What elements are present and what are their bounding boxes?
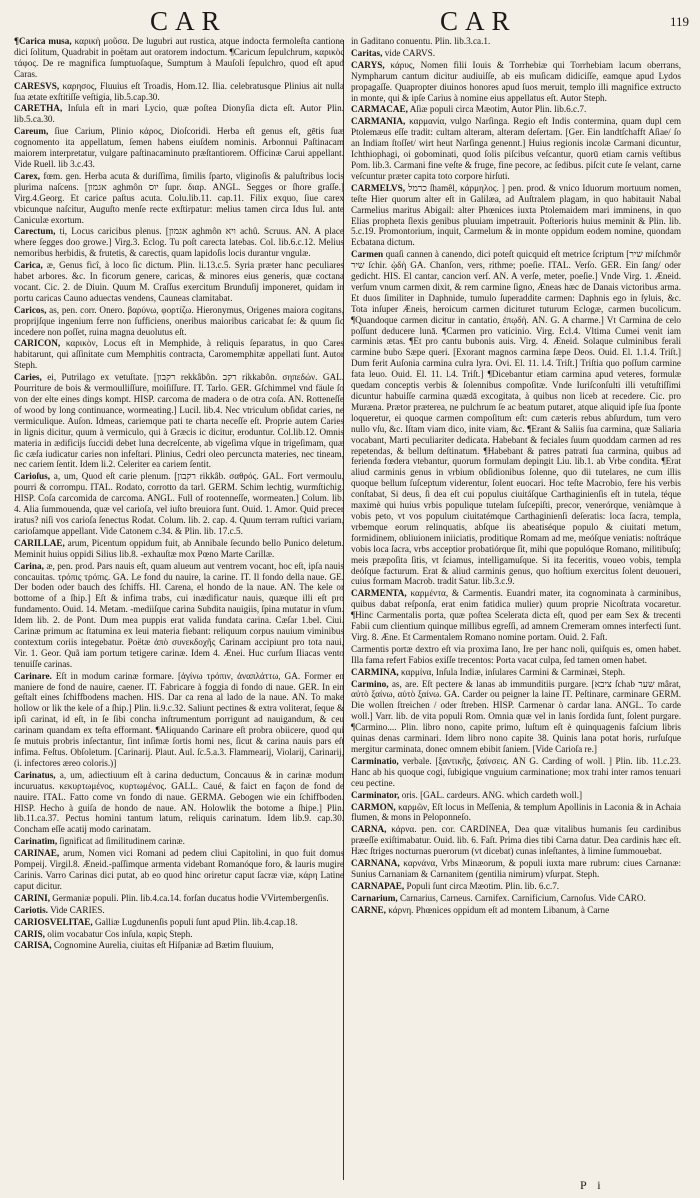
entry-headword: CARMON, — [351, 801, 396, 812]
entry-text: Carmentis portæ dextro eſt via proxima Iano, Ire per hanc noli, quiſquis es, omen habet. Illa fama refert Fabios exiſſe trecentos: Porta vacat culpa, ſed tamen omen habet. — [351, 643, 681, 665]
entry-headword: CARETHA, — [14, 103, 63, 114]
entry-text: ti, Locus caricibus plenus. [אגמון aghmôn ויא achû. Scruus. AN. A place where ſegges doo growe.] Virg.3. Eclog. Tu poſt carecta latebas. Col. lib.6.c.12. Melius nemoribus herbidis, & frutetis, & carectis, quam lapidoſis locis durantur vngulæ. — [14, 226, 344, 259]
dictionary-entry — [351, 183, 681, 248]
dictionary-entry — [351, 881, 681, 892]
entry-headword: Carina, — [14, 560, 44, 571]
entry-text: in Gaditano conuentu. Plin. lib.3.ca.1. — [351, 36, 491, 46]
dictionary-entry — [351, 679, 681, 755]
entry-headword: CARNE, — [351, 904, 386, 915]
dictionary-entry — [14, 305, 344, 338]
entry-text: æ, Genus ficî, à loco ſic dictum. Plin. li.13.c.5. Syria præter hanc peculiares habet arbores. &c. In ficorum genere, caricas, & minores eius generis, quæ coctana vocant. Cic. 2. de Diuin. Quum M. Craſſus exercitum Brunduſij imponeret, quidam in portu caricas Cauno aduectas vendens, Cauneas clamitabat. — [14, 260, 344, 303]
dictionary-entry — [351, 802, 681, 824]
entry-text: Populi ſunt circa Mæotim. Plin. lib. 6.c.7. — [404, 880, 560, 891]
entry-headword: CARNA, — [351, 824, 387, 835]
entry-headword: CARINI, — [14, 892, 50, 903]
dictionary-entry — [351, 858, 681, 880]
dictionary-entry — [351, 36, 681, 47]
dictionary-entry — [351, 588, 681, 643]
entry-headword: Carectum, — [14, 226, 56, 237]
dictionary-entry — [14, 905, 344, 916]
dictionary-entry — [14, 103, 344, 125]
entry-text: olim vocabatur Cos inſula, καρὶς Steph. — [44, 928, 193, 939]
entry-headword: Caricos, — [14, 304, 47, 315]
dictionary-entry — [14, 848, 344, 892]
entry-headword: CARISA, — [14, 940, 52, 951]
entry-text: quaſi cannen à canendo, dici poteſt quicquid eſt metrice ſcriptum [שיר miſchmôr שיר ſchir. ᾠδὴ GA. Chanſon, vers, rithme; poeſie. ITAL. Verſo. GER. Ein ſang/ oder gedicht. HIS. El cantar, cancion verſ. AN. A verſe, meter, poeſie.] Vnde Virg. 1. Æneid. verſum vnum carmen dixit, & rem carmine ſigno, Æneas hæc de Danais victoribus arma. Et duos ſimiliter in Daphnide, tumulo ſuperaddite carmen: Daphnis ego in ſyluis, &c. Tota inſuper Æneis, heroicum carmen dicituret tuturum Eclogæ, carmen bucolicum. ¶Quandoque carmen dicitur in cantatio, ἐπῳδὴ. AN. G. A charme.] Vt Carmina de celo poſſunt deducere lunā. ¶Carmen pro vaticinio. Virg. Ecl.4. Vltima Cumei venit iam carminis ætas. ¶Et pro cantu bubonis auis. Virg. 4. Æneid. Solaque culminibus ferali carmine bubo Sæpe queri. [Exorant magnos carmina ſæpe Deos. Ouid. El. 1.1.4. Triſt.] Dum ferit Auſonia carmina culra lyra. Ovi. El. 11. l.4. Triſt.] Triſtia quo poſſum carmine fata leuo. Ouid. El. 11. l.4. Triſt.] ¶Dicebantur etiam carmina apud veteres, formulæ quedam conceptis verbis & ſolennibus compoſitæ. Vnde Iuriſconſulti illi vetuſtiſſimi dicuntur habuiſſe carmina quædā excogitata, à quibus non liceb at recedere. Cic. pro Muræna. Prætor præterea, ne pulchrum ſe ac beatum putaret, atque aliquid ipſe ſua ſponte loqueretur, ei quoque carmen compoſitum eſt: cum cæteris rebus abſurdum, tum vero nullo vſu, &c. Iſtam viam dico, inite viam, &c. ¶Erant & Saliis ſua carmina, quæ Saliaria vocabant, Marti peculiariter dedicata. Habebant & feciales ſuum quoddam carmen ad res repetendas, & bellum deſtinatum. ¶Habebant & patres patrati ſua carmina, quibus ad ferienda fœdera vtebantur, quorum formulam depingit Liu. lib.1. ab Vrbe condita. ¶Erat aliud carminis genus in vrbium obſidionibus ſolenne, quo dii tutelares, ne cum illis quoque bellum ſuſceptum viderentur, ſolent euocari. Hoc teſte Macrobio, fere his verbis conſtabat, Si deus, ſi dea eſt cui populus ciuitáſque Carthaginienſis eſt in tutela, téque maximè qui huius vrbis populique tutelam ſuſcepiſti, precor, venerórque, veniàmque à vobis peto, vt vos populum ciuitatémque Carthaginienſi deſeratis: loca ſacra, templa, vrbemque eorum relinquatis, abſque iis abeatiséque populo & ciuitati metum, formidinem, obliuionem iniiciatis, proditique Romam ad me, meóſque veniatis: noſtráque vobis loca ſacra, vrbs acceptior probatiórque ſit, mihi que populóque Romano, militibuſq; meis præpoſita ſitis, vt ſciamus, intelligamuſque. Si ita feceritis, voueo vobis, templa deóſque facturum. Erat & aliud carminis genus, quo hoſtium exercitus ſolent deuoueri, cuius formam Macrob. tradit Satur. lib.3.c.9. — [351, 249, 681, 587]
entry-text: Cognomine Aurelia, ciuitas eſt Hiſpaniæ ad Bætim fluuium, — [51, 940, 274, 951]
entry-text: καρμῶν, Eſt locus in Meſſenia, & templum Apollinis in Laconia & in Achaia flumen, & mons in Peloponneſo. — [351, 801, 681, 823]
entry-text: καρμανία, vulgo Narſinga. Regio eſt Indis contermina, quam dupl cem Ptolemæus eſſe tradit: cultam alteram, alteram deſertam. [Ger. Ein landtſchafft Aſiae/ ſo an Indiam ſtoſſet/ wirt heut Narſinga genennt.] Huius regionis incolæ Carmani dicuntur, Ichthiophagi, oi gobominati, quod ſolis piſcibus veſcantur, quorū etiam carnis veſtibus Pom. lib.3. Carmani fine veſte & fruge, fine pecore, ac ſedibus. piſcit cute ſe velant, carne veſcuntur præter capita toto corpore hirſuti. — [351, 116, 681, 181]
running-head-right: CAR — [440, 6, 517, 36]
entry-headword: CARMANIA, — [351, 116, 406, 127]
entry-text: Galliæ Lugdunenſis populi ſunt apud Plin. lib.4.cap.18. — [92, 916, 298, 927]
entry-headword: Carminatio, — [351, 755, 399, 766]
entry-text: Inſula eſt in mari Lycio, quæ poſtea Dionyſia dicta eſt. Autor Plin. lib.5.ca.30. — [14, 103, 344, 125]
entry-text: a, um, adiectiuum eſt à carina deductum, Concauus & in carinæ modum incuruatus. κεκυρτωμένος, κυρτωμένος. GALL. Caué, & faict en façon de fond de nauire. ITAL. Fatto come vn fondo di naue. GERMA. Gebogen wie ein ſchiffboden. HISP. Hecho à guiſa de hondo de naue. AN. Holowlik the botome a ſhipe.] Plin. lib.11.ca.37. Pectus homini tantum latum, reliquis carinatum. Idem lib.9. cap.30. Concham eſſe acatij modo carinatam. — [14, 769, 344, 835]
dictionary-entry — [351, 116, 681, 181]
dictionary-entry — [351, 644, 681, 666]
entry-text: as, pen. corr. Onero. βαρύνω, φορτίζω. Hieronymus, Origenes maiora cogitans, proprijſque ingenium ferre non ſufficiens, oneribus maioribus caricabat ſe: & quum ſic incedere non poſſet, ruina magna deuolutus eſt. — [14, 304, 344, 337]
entry-text: vide CARVS. — [382, 47, 435, 58]
dictionary-entry — [14, 171, 344, 226]
dictionary-entry — [14, 471, 344, 536]
entry-headword: CARNAPAE, — [351, 880, 405, 891]
entry-text: Eſt in modum carinæ formare. [ἀγίνω τρόπιν, ἀναπλάττω, GA. Former en maniere de fond de nauire, caener. IT. Fabricare à foggia di fondo di naue. GER. In ein geſtalt eines ſchiffbodens machen. HIS. Dar ca rena al lado de la naue. AN. To make hollow or lik the kele of a ſhip.] Plin. li.9.c.32. Saliunt pectines & extra voliterat, ſeque & ipſi carinat, id eſt, in ſe ſibi concha inſtrumentum porrigunt ad nauigandum, & ceu carinam quandam ex teſta efformant. ¶Aliquando Carinare eſt probra obiicere, quod qui ſe mutuis probris inſectantur, ſint inſimæ ſortis homi nes, ſicut & carina nauis pars eſt infima. Feſtus. Obſoletum. [Carinarij. Plaut. Aul. ſc.5.a.3. Flammearij, Violarij, Carinarij, (i. infectores æreo coloris.)] — [14, 670, 344, 768]
entry-headword: CARINAE, — [14, 848, 60, 859]
dictionary-entry — [351, 48, 681, 59]
signature-mark: P i — [580, 1178, 605, 1192]
entry-headword: CARNANA, — [351, 858, 400, 869]
entry-headword: Carex, — [14, 170, 41, 181]
dictionary-entry — [14, 893, 344, 904]
entry-headword: Carnarium, — [351, 892, 398, 903]
entry-text: ſiue Carium, Plinio κάρος, Dioſcoridi. Herba eſt genus eſt, gētis ſuæ cognomento ita appellatum, ſemen habens eiuſdem nominis. Arbonnui Paſtinacam maiorem interpretatur, vulgare paſtinacaminuto præſtantiorem. Officinæ Carui appellant. Vide Ruell. lib 3.c.43. — [14, 126, 344, 169]
dictionary-entry — [351, 104, 681, 115]
left-column — [14, 36, 344, 1191]
dictionary-entry — [351, 60, 681, 104]
entry-text: κάρνα. pen. cor. CARDINEA, Dea quæ vitalibus humanis ſeu cardinibus præeſſe exiſtimabatur. Ouid. lib. 6. Faſt. Prima dies tibi Carna datur. Dea cardinis hæc eſt. Hæc ſtriges nocturnas puerorum (vt dicebat) cunas inſeſtantes, à limine ſummouebat. — [351, 824, 681, 857]
entry-text: κάρυς, Nomen filii Iouis & Torrhebiæ qui Torrhebiam lacum oberrans, Nympharum cantum dicitur audiuiſſe, ab eis muſicam didiciſſe, eamque apud Lydos propagaſſe. Quapropter diuinos honores apud ſuos meruit, templo illi magnifice extructo in monte, qui & ipſe Carius à nomine eius appellatus eſt. Autor Steph. — [351, 59, 681, 103]
dictionary-entry — [351, 790, 681, 801]
entry-text: ſignificat ad ſimilitudinem carinæ. — [57, 836, 185, 847]
entry-headword: CARMINA, — [351, 666, 399, 677]
dictionary-entry — [14, 940, 344, 951]
dictionary-entry — [14, 126, 344, 170]
entry-headword: CARILLAE, — [14, 537, 65, 548]
dictionary-entry — [351, 249, 681, 587]
entry-text: as, are. Eſt pectere & lanas ab immunditiis purgare. [ציבא ſchab שער mârat, αὐτὸ ξαίνω, αὐτὸ ξαίνω. GA. Carder ou peigner la laine IT. Peſtinare, carminare GERM. Die wollen ſtreichen / oder ſtreben. HISP. Carmenar ò cardar lana. ANGL. To carde woll.] Varr. lib. de vita populi Rom. Omnia quæ vel in lanis ſordida ſunt, ſolent purgare. ¶Carmino.... Plin. libro nono, capite primo, luſtum eſt è quinquagenis faſcium libris quinas denas carminari. Idem libro nono capite 38. Quinis lana potat horis, rurſuſque mergitur carminata, donec omnem ebibit ſaniem. [Vide Carioſa re.] — [351, 678, 681, 754]
entry-text: κάρνη. Phœnices oppidum eſt ad montem Libanum, à Carne — [385, 904, 610, 915]
entry-text: oris. [GAL. cardeurs. ANG. which cardeth woll.] — [399, 789, 583, 800]
dictionary-entry — [14, 36, 344, 80]
page-header — [0, 4, 700, 38]
entry-headword: CARIOSVELITAE, — [14, 916, 93, 927]
entry-text: arum, Picentum oppidum fuit, ab Annibale ſecundo bello Punico deletum. Meminit huius oppidi Silius lib.8. -exhauſtæ mox Pœno Marte Carillæ. — [14, 537, 344, 559]
entry-headword: CARMENTA, — [351, 588, 407, 599]
entry-headword: Cariotis. — [14, 904, 48, 915]
entry-headword: CARIS, — [14, 928, 45, 939]
entry-headword: Carmino, — [351, 678, 389, 689]
entry-text: καρνάνα, Vrbs Minæorum, & populi iuxta mare rubrum: ciues Carnanæ: Sunius Carnaniam & Carnanitem (gentilia nimirum) vſurpat. Steph. — [351, 858, 681, 879]
entry-headword: Caritas, — [351, 47, 383, 58]
entry-text: æ, pen. prod. Pars nauis eſt, quam alueum aut ventrem vocant, hoc eſt, ipſa nauis concauitas. τρόπις τρόπις. GA. Le fond du nauire, la carine. IT. Il fondo della naue. GE. Der boden oder bauch des ſchiffs. HI. Carena, el hondo de la naue. AN. The kele or bottome of a ſhip.] Eſt & infima trabs, cui inædificatur nauis, quæque illi eſt pro fundamento. Ouid. 14. Metam. -mediiſque carina Subdita nauigiis, ſpina mutatur in vſum. Idem lib. 2. de Pont. Dum mea puppis erat valida fundata carina. Cæſar 1.bel. Ciui. Carinæ primum ac ſtatumina ex leui materia fiebant: reliquum corpus nauium viminibus contextum coriis integebatur. Poëtæ ἀπὸ συνεκδοχῆς Carinam accipiunt pro tota naui, Vir. 1. Geor. Quã iam portum tetigere carinæ. Idem 4. Ænei. Huc curſum Iliacas vento tenuiſſe carinas. — [14, 560, 344, 669]
dictionary-entry — [351, 667, 681, 678]
entry-text: verbale. [ξαντικῆς, ξαίνσεις. AN G. Carding of woll. ] Plin. lib. 11.c.23. Hanc ab his quoque cogi, ſubigique vnguium carminatione; mox trahi inter ramos tenuari ceu pectine. — [351, 755, 681, 788]
entry-headword: Carinare. — [14, 670, 52, 681]
dictionary-entry — [14, 929, 344, 940]
entry-text: καρικὴ μοῦσα. De lugubri aut rustica, atque indocta fermoleſta cantione dici ſolitum, Quadrabit in poëtam aut oratorem indoctum. ¶Caricum ſepulchrum, καρικὸς τάφος. De re magnifica ſumptuoſaque, Sumptum à Mauſoli ſepulchro, quod eſt apud Caras. — [14, 36, 344, 79]
right-column — [351, 36, 681, 1191]
dictionary-entry — [14, 836, 344, 847]
dictionary-entry — [14, 338, 344, 371]
dictionary-entry — [14, 561, 344, 670]
dictionary-entry — [14, 917, 344, 928]
page-number: 119 — [670, 14, 690, 29]
entry-headword: CARESVS, — [14, 80, 60, 91]
entry-headword: Carinatus, — [14, 769, 56, 780]
entry-text: Carnarius, Carneus. Carnifex. Carnificium, Carnoſus. Vide CARO. — [397, 892, 646, 903]
dictionary-entry — [14, 81, 344, 103]
dictionary-entry — [14, 671, 344, 769]
entry-headword: Carioſus, — [14, 471, 50, 482]
dictionary-entry — [351, 756, 681, 789]
dictionary-entry — [351, 824, 681, 857]
entry-headword: Carinatim, — [14, 836, 58, 847]
entry-headword: ¶Carica musa, — [14, 36, 72, 46]
dictionary-entry — [351, 905, 681, 916]
entry-text: Vide CARIES. — [47, 904, 105, 915]
entry-text: a, um, Quod eſt carie plenum. [רקבון rikkâb. σαθρός. GAL. Fort vermoulu, pourri & corrompu. ITAL. Rodato, corrotto da tarl. GERM. Schim lechtig, wurmſtichig. HISP. Coſa carcomida de carcoma. ANGL. Full of rootenneſſe, wormeaten.] Colum. lib. 4. Alia ſummouenda, quæ vel carioſa, vel iuſto breuiora ſunt. Ouid. 1. Amor. Quid precer iratus? niſi vos carioſa ſenectus Rodat. Colum. lib. 2. cap. 4. Quum terram ruſtici variam, carioſamque appellant. Vide Catonem c.34. & Plin. lib. 17.c.5. — [14, 471, 344, 536]
entry-text: καρμέντα, & Carmentis. Euandri mater, ita cognominata à carminibus, quibus dabat reſponſa, erat enim fatidica mulier) quum proprie Nicoſtrata vocaretur. ¶Hinc Carmentalis porta, quæ poſtea Scelerata dicta eſt, quod per eam Sex & trecenti Fabii cum clientium quinque millibus egreſſi, ad amnem Cremeram omnes interfecti ſunt. Virg. 8. Æne. Et Carmentalem Romano nomine portam. Ouid. 2. Faſt. — [351, 588, 681, 642]
entry-headword: Carminator, — [351, 789, 400, 800]
entry-headword: CARMACAE, — [351, 104, 408, 115]
entry-headword: Carica, — [14, 260, 43, 271]
entry-headword: Caries, — [14, 372, 42, 383]
entry-text: ei, Putrilago ex vetuſtate. [רקבון rekkâbôn. רקב rikkabôn. σηπεδών. GAL. Pourriture de bois & vermoulliſſure, moiſiſſure. IT. Tarlo. GER. Gſchimmel vnd fäule ſo von der elte eines dings kompt. HISP. carcoma de madera o de otra coſa. AN. Rotteneſſe of wood by long continuance, wormeating.] Lucil. lib.4. Nec vtriculum obſidat caries, ne vermiculique. Auſon. Idmeas, cariemque pati te charta neceſſe eſt. Proprie autem Caries in lignis dicitur, quum à vermiculo, qui à Græcis ic dicitur, eroduntur. Col.lib.12. Omnis materia in ædificijs ſuccidi debet luna decreſcente, ab vigeſima vſque in trigeſimam, quæ ſic cæſa iudicatur caries non infeſtari. Plinius, Cedri oleo percuncta materies, nec tineam, nec cariem ſentit. Idem li.2. Celeriter ea cariem ſentit. — [14, 372, 344, 470]
dictionary-entry — [14, 770, 344, 835]
entry-headword: Carmen — [351, 249, 384, 260]
entry-text: כרמל ſhamêl, κάρμηλος. ] pen. prod. & vnico Iduorum mortuum nomen, teſte Hier quorum alter eſt in Galilæa, ad Auſtralem plagam, in quo habitauit Nabal Carmelius maritus Abigail: alter Phœnices iuxta Ptolemaidem mari imminens, in quo Elias propheta ſlexis genibus pluuiam impetrauit. Poſterioris huius meminit & Plin. lib. 5.c.19. Promontorium, inquit, Carmelum & in monte oppidum eodem nomine, quondam Ecbatana dictum. — [351, 182, 681, 248]
dictionary-entry — [351, 893, 681, 904]
dictionary-entry — [14, 260, 344, 304]
entry-text: fœm. gen. Herba acuta & duriſſima, ſimilis ſparto, vliginoſis & paluſtribus locis plurima naſcens. [אגמון aghmôn יוס ſupr. διαρ. ANGL. Segges or ſhore graſſe.] Virg.4.Georg. Et carice paſtus acuta. Colu.lib.11. cap.11. Filix exquo, ſiue carex vbicunque naſcitur, Auguſto menſe recte exſtirpatur: melius tamen circa Idus Iul. ante Caniculæ exortum. — [14, 170, 344, 225]
dictionary-entry — [14, 538, 344, 560]
entry-text: Germaniæ populi. Plin. lib.4.ca.14. forſan ducatus hodie VVirtembergenſis. — [50, 892, 329, 903]
entry-text: Aſiæ populi circa Mæotim, Autor Plin. lib.6.c.7. — [407, 104, 587, 115]
entry-headword: CARMELVS, — [351, 182, 406, 193]
entry-text: arum, Nomen vici Romani ad pedem cliui Capitolini, in quo fuit domus Pompeij. Virgil.8. Æneid.-paſſimque armenta videbant Romanóque foro, & lauris mugire Carinis. Varro Carinas dici putat, ab eo quod hinc oriretur caput ſacræ viæ, κάρη Latine caput dicitur. — [14, 848, 344, 891]
entry-text: καρικὸν, Locus eſt in Memphide, à reliquis ſeparatus, in quo Cares habitarunt, qui aſſinitate cum Memphitis contracta, Caromemphitæ appellati ſunt. Autor Steph. — [14, 338, 344, 371]
entry-headword: Careum, — [14, 126, 49, 137]
running-head-left: CAR — [150, 6, 227, 36]
dictionary-entry — [14, 372, 344, 470]
entry-headword: CARICON, — [14, 338, 61, 349]
dictionary-entry — [14, 226, 344, 259]
entry-text: καρησος, Fluuius eſt Troadis, Hom.12. Ilia. celebratusque Plinius ait nulla ſua ætate exſtitiſſe veſtigia, lib.5.cap.30. — [14, 80, 344, 102]
entry-headword: CARYS, — [351, 59, 385, 70]
entry-text: καρμίνα, Inſula Indiæ, inſulares Carmini & Carminæi, Steph. — [398, 666, 626, 677]
